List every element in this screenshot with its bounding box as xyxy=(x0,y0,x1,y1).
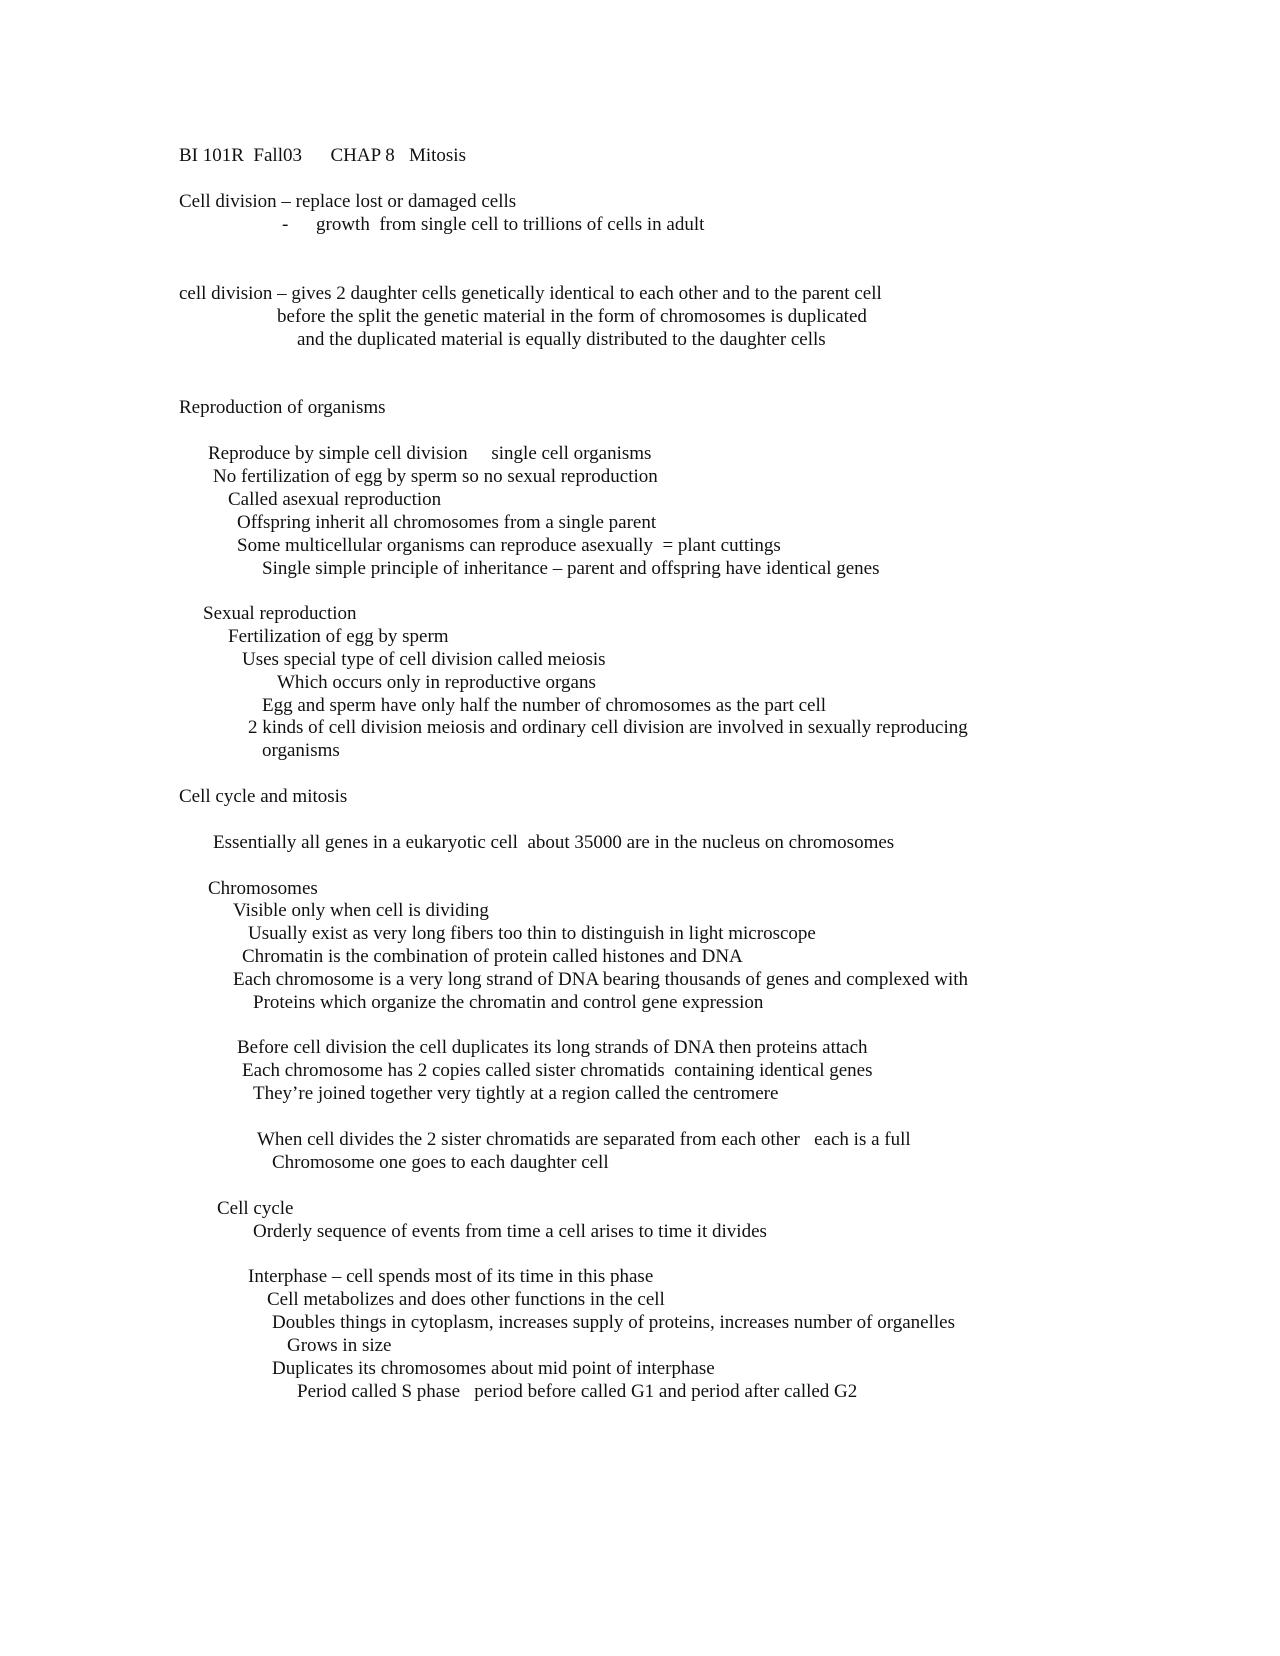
reproduction-line: Reproduce by simple cell division single cell organisms xyxy=(208,443,652,464)
sexual-reproduction-line: Egg and sperm have only half the number of chromosomes as the part cell xyxy=(262,695,827,716)
cell-division-def-line: cell division – gives 2 daughter cells genetically identical to each other and to the parent cell xyxy=(179,283,882,304)
sexual-reproduction-line: Fertilization of egg by sperm xyxy=(228,626,449,647)
duplication-line: They’re joined together very tightly at a region called the centromere xyxy=(253,1083,779,1104)
cell-division-def-line: and the duplicated material is equally distributed to the daughter cells xyxy=(297,329,826,350)
chromosomes-line: Visible only when cell is dividing xyxy=(233,900,489,921)
chromosomes-heading: Chromosomes xyxy=(208,878,318,899)
genes-line: Essentially all genes in a eukaryotic cell about 35000 are in the nucleus on chromosomes xyxy=(213,832,895,853)
section-heading-cell-cycle-mitosis: Cell cycle and mitosis xyxy=(179,786,348,807)
chromosomes-line: Usually exist as very long fibers too thin to distinguish in light microscope xyxy=(248,923,816,944)
interphase-line: Duplicates its chromosomes about mid point of interphase xyxy=(272,1358,715,1379)
interphase-line: Interphase – cell spends most of its time in this phase xyxy=(248,1266,654,1287)
cell-cycle-definition: Orderly sequence of events from time a cell arises to time it divides xyxy=(253,1221,767,1242)
bullet-text: growth from single cell to trillions of cells in adult xyxy=(316,214,705,235)
interphase-line: Period called S phase period before called G1 and period after called G2 xyxy=(297,1381,858,1402)
section-heading-reproduction: Reproduction of organisms xyxy=(179,397,386,418)
bullet-marker: - xyxy=(282,214,289,235)
chromosomes-line: Chromatin is the combination of protein called histones and DNA xyxy=(242,946,743,967)
document-header: BI 101R Fall03 CHAP 8 Mitosis xyxy=(179,145,466,166)
sexual-reproduction-line: organisms xyxy=(262,740,340,761)
cell-division-def-line: before the split the genetic material in the form of chromosomes is duplicated xyxy=(277,306,867,327)
reproduction-line: Called asexual reproduction xyxy=(228,489,442,510)
sexual-reproduction-line: Uses special type of cell division called meiosis xyxy=(242,649,606,670)
chromosomes-line: Each chromosome is a very long strand of DNA bearing thousands of genes and complexed with xyxy=(233,969,969,990)
interphase-line: Grows in size xyxy=(287,1335,392,1356)
sexual-reproduction-line: Which occurs only in reproductive organs xyxy=(277,672,596,693)
sexual-reproduction-line: 2 kinds of cell division meiosis and ordinary cell division are involved in sexually reproducing xyxy=(248,717,968,738)
cell-division-intro-line: Cell division – replace lost or damaged cells xyxy=(179,191,517,212)
reproduction-line: Offspring inherit all chromosomes from a single parent xyxy=(237,512,657,533)
reproduction-line: Single simple principle of inheritance – parent and offspring have identical genes xyxy=(262,558,880,579)
chromosomes-line: Proteins which organize the chromatin and control gene expression xyxy=(253,992,764,1013)
interphase-line: Doubles things in cytoplasm, increases supply of proteins, increases number of organelles xyxy=(272,1312,955,1333)
cell-cycle-heading: Cell cycle xyxy=(217,1198,294,1219)
reproduction-line: Some multicellular organisms can reproduce asexually = plant cuttings xyxy=(237,535,781,556)
section-heading-sexual-reproduction: Sexual reproduction xyxy=(203,603,357,624)
separation-line: Chromosome one goes to each daughter cell xyxy=(272,1152,609,1173)
reproduction-line: No fertilization of egg by sperm so no sexual reproduction xyxy=(213,466,658,487)
duplication-line: Each chromosome has 2 copies called sister chromatids containing identical genes xyxy=(242,1060,873,1081)
duplication-line: Before cell division the cell duplicates its long strands of DNA then proteins attach xyxy=(237,1037,868,1058)
separation-line: When cell divides the 2 sister chromatids are separated from each other each is a full xyxy=(257,1129,911,1150)
interphase-line: Cell metabolizes and does other functions in the cell xyxy=(267,1289,665,1310)
